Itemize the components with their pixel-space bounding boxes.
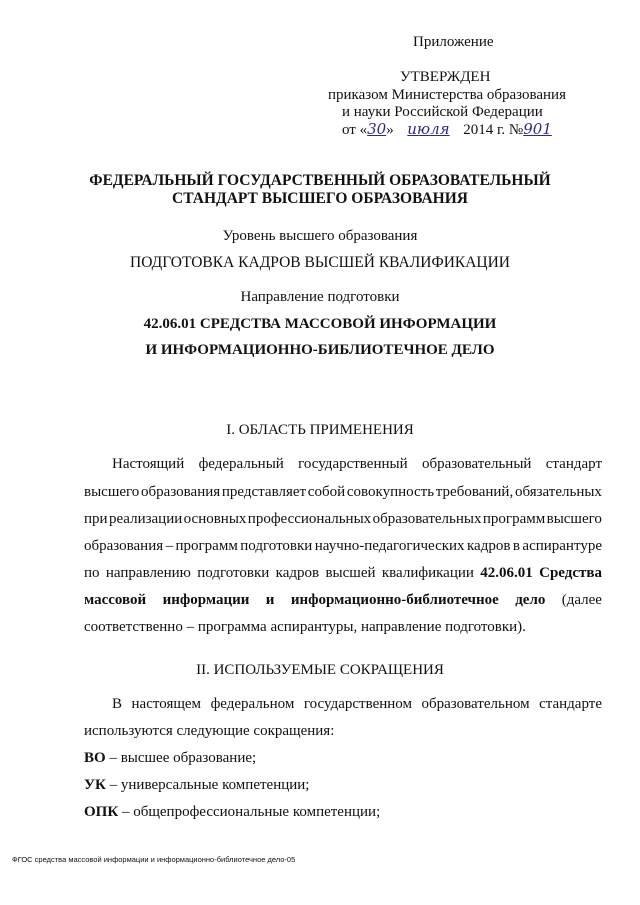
word: настоящем — [131, 696, 202, 712]
word: высшего — [546, 511, 602, 527]
word: информационно-библиотечное — [290, 592, 499, 608]
word: государственный — [298, 456, 408, 472]
word: федеральный — [198, 456, 284, 472]
word: программ — [175, 538, 238, 554]
section-2-heading: II. ИСПОЛЬЗУЕМЫЕ СОКРАЩЕНИЯ — [196, 662, 444, 678]
word: аспирантуре — [522, 538, 602, 554]
word: массовой — [84, 592, 147, 608]
word: Настоящий — [112, 456, 185, 472]
word: программ — [482, 511, 546, 527]
order-date-line — [342, 121, 552, 139]
word: профессиональных — [247, 511, 372, 527]
word: федеральном — [210, 696, 295, 712]
word: квалификации — [381, 565, 474, 581]
level-value: ПОДГОТОВКА КАДРОВ ВЫСШЕЙ КВАЛИФИКАЦИИ — [130, 254, 510, 271]
s1-line-1 — [112, 456, 602, 473]
word: совокупность — [346, 484, 435, 500]
order-line-2: и науки Российской Федерации — [342, 104, 543, 120]
date-prefix: от « — [342, 122, 368, 138]
s1-line-4 — [84, 538, 602, 555]
word: представляет — [221, 484, 307, 500]
word: образования — [141, 484, 221, 500]
word: образования — [84, 538, 164, 554]
date-mid: » — [386, 122, 394, 138]
word: высшего — [84, 484, 140, 500]
abbr-term: УК — [84, 777, 106, 793]
word: научно-педагогических — [314, 538, 465, 554]
word: кадров — [275, 565, 320, 581]
order-line-1: приказом Министерства образования — [328, 87, 566, 103]
abbr-item — [84, 777, 309, 794]
word: – — [165, 538, 174, 554]
appendix-label: Приложение — [413, 34, 494, 50]
word: кадров — [467, 538, 511, 554]
word: подготовки — [240, 538, 313, 554]
word: образовательном — [421, 696, 530, 712]
doc-title-line-1: ФЕДЕРАЛЬНЫЙ ГОСУДАРСТВЕННЫЙ ОБРАЗОВАТЕЛЬНЫЙ — [89, 172, 551, 189]
direction-line-1: 42.06.01 СРЕДСТВА МАССОВОЙ ИНФОРМАЦИИ — [143, 316, 497, 332]
abbr-def: – общепрофессиональные компетенции; — [118, 804, 381, 820]
s1-line-3 — [84, 511, 602, 528]
word: направлению — [105, 565, 191, 581]
word: образовательных — [372, 511, 482, 527]
approved-label: УТВЕРЖДЕН — [400, 69, 491, 85]
word: основных — [183, 511, 247, 527]
abbr-def: – универсальные компетенции; — [105, 777, 310, 793]
abbr-term: ВО — [84, 750, 106, 766]
order-number: 901 — [523, 120, 552, 138]
abbr-item — [84, 750, 256, 767]
abbr-def: – высшее образование; — [105, 750, 257, 766]
s1-line-2 — [84, 484, 602, 501]
date-year: 2014 г. № — [463, 122, 524, 138]
word: государственном — [303, 696, 412, 712]
abbr-item — [84, 804, 380, 821]
date-day: 30 — [367, 120, 387, 138]
page-footer: ФГОС средства массовой информации и информационно-библиотечное дело-05 — [12, 855, 296, 864]
s1-line-5 — [84, 565, 602, 582]
word: по — [84, 565, 100, 581]
word: высшей — [325, 565, 376, 581]
s2-line-1 — [112, 696, 602, 713]
direction-line-2: И ИНФОРМАЦИОННО-БИБЛИОТЕЧНОЕ ДЕЛО — [145, 342, 495, 358]
word: образовательный — [421, 456, 532, 472]
date-month: июля — [407, 120, 450, 138]
word: стандарте — [539, 696, 602, 712]
word: и — [265, 592, 275, 608]
direction-code: 42.06.01 — [480, 565, 533, 581]
word: обязательных — [514, 484, 602, 500]
word: информации — [162, 592, 250, 608]
word: в — [512, 538, 520, 554]
section-1-heading: I. ОБЛАСТЬ ПРИМЕНЕНИЯ — [226, 422, 414, 438]
word: подготовки — [197, 565, 270, 581]
word: требований, — [435, 484, 514, 500]
word: (далее — [561, 592, 602, 608]
word: В — [112, 696, 123, 712]
word: Средства — [539, 565, 602, 581]
word: реализации — [108, 511, 183, 527]
abbr-term: ОПК — [84, 804, 119, 820]
s2-line-2: используются следующие сокращения: — [84, 723, 335, 739]
s1-line-7: соответственно – программа аспирантуры, направление подготовки). — [84, 619, 526, 635]
word: стандарт — [545, 456, 602, 472]
doc-title-line-2: СТАНДАРТ ВЫСШЕГО ОБРАЗОВАНИЯ — [172, 190, 468, 207]
word: дело — [515, 592, 546, 608]
s1-line-6 — [84, 592, 602, 609]
direction-label: Направление подготовки — [240, 289, 400, 305]
word: собой — [307, 484, 346, 500]
level-label: Уровень высшего образования — [222, 228, 418, 244]
word: при — [84, 511, 108, 527]
